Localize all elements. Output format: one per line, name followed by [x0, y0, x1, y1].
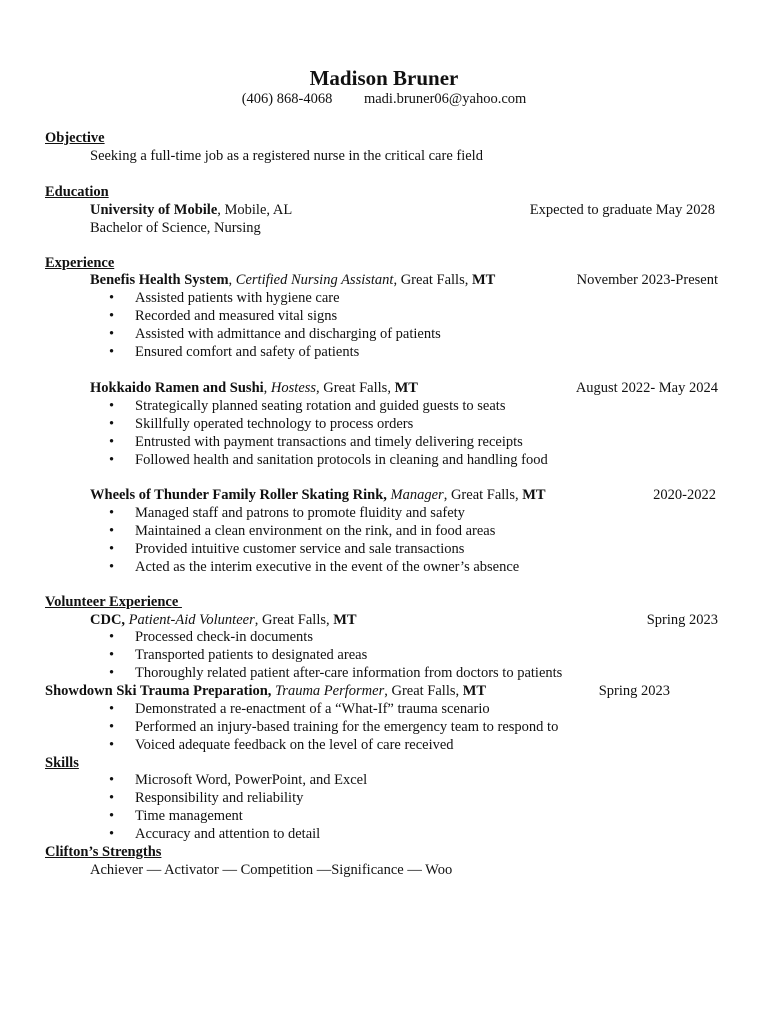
list-item — [112, 772, 712, 789]
job-role: Hostess — [270, 380, 317, 396]
job-title-line — [90, 272, 495, 289]
bullet-text: • Demonstrated a re-enactment of a “What-If” trauma scenario — [135, 701, 490, 717]
job-city: , Great Falls, — [316, 380, 395, 396]
job-city: , Great Falls, — [393, 272, 472, 288]
list-item — [112, 290, 712, 307]
objective-text: Seeking a full-time job as a registered nurse in the critical care field — [90, 148, 483, 164]
volunteer-title-line — [45, 683, 486, 700]
bullet-text: • Ensured comfort and safety of patients — [135, 344, 360, 360]
list-item — [112, 665, 712, 682]
strengths-text: Achiever — Activator — Competition —Significance — Woo — [90, 862, 453, 878]
list-item — [112, 719, 712, 736]
list-item — [112, 308, 712, 325]
list-item — [112, 398, 712, 415]
list-item — [112, 701, 712, 718]
applicant-name: Madison Bruner — [309, 66, 459, 90]
job-role: Certified Nursing Assistant — [235, 272, 394, 288]
bullet-text: • Voiced adequate feedback on the level of care received — [135, 737, 454, 753]
volunteer-title-line — [90, 612, 357, 629]
separator: , — [263, 380, 271, 396]
job-city: , Great Falls, — [443, 487, 523, 503]
job-date: November 2023-Present — [576, 272, 718, 288]
employer: Hokkaido Ramen and Sushi — [90, 380, 264, 396]
list-item — [112, 559, 712, 576]
contact-line — [0, 91, 768, 108]
bullet-text: • Assisted patients with hygiene care — [135, 290, 340, 306]
job-date: 2020-2022 — [653, 487, 716, 503]
volunteer-role: Trauma Performer — [275, 683, 385, 699]
list-item — [112, 416, 712, 433]
employer: Benefis Health System — [90, 272, 229, 288]
list-item — [112, 344, 712, 361]
separator: , — [228, 272, 236, 288]
list-item — [112, 826, 712, 843]
volunteer-city: , Great Falls, — [384, 683, 463, 699]
skills-heading: Skills — [45, 755, 79, 771]
volunteer-city: , Great Falls, — [254, 612, 334, 628]
list-item — [112, 505, 712, 522]
volunteer-state: MT — [333, 612, 357, 628]
bullet-text: • Thoroughly related patient after-care information from doctors to patients — [135, 665, 563, 681]
experience-heading: Experience — [45, 255, 115, 271]
volunteer-org: Showdown Ski Trauma Preparation, — [45, 683, 272, 699]
job-date: August 2022- May 2024 — [575, 380, 718, 396]
phone-number: (406) 868-4068 — [241, 91, 333, 107]
bullet-text: • Provided intuitive customer service and sale transactions — [135, 541, 465, 557]
strengths-heading: Clifton’s Strengths — [45, 844, 162, 860]
job-title-line — [90, 380, 418, 397]
bullet-text: • Acted as the interim executive in the event of the owner’s absence — [135, 559, 520, 575]
job-state: MT — [471, 272, 496, 288]
list-item — [112, 737, 712, 754]
education-school-line — [90, 202, 292, 219]
bullet-text: • Strategically planned seating rotation and guided guests to seats — [135, 398, 506, 414]
objective-heading: Objective — [45, 130, 105, 146]
list-item — [112, 647, 712, 664]
skill-text: • Responsibility and reliability — [135, 790, 304, 806]
job-title-line — [90, 487, 546, 504]
volunteer-state: MT — [462, 683, 487, 699]
bullet-text: • Transported patients to designated areas — [135, 647, 368, 663]
volunteer-heading: Volunteer Experience — [45, 594, 182, 610]
job-role: Manager — [390, 487, 444, 503]
list-item — [112, 808, 712, 825]
volunteer-date: Spring 2023 — [646, 612, 718, 628]
list-item — [112, 326, 712, 343]
skill-text: • Microsoft Word, PowerPoint, and Excel — [135, 772, 368, 788]
skill-text: • Accuracy and attention to detail — [135, 826, 321, 842]
list-item — [112, 434, 712, 451]
skill-text: • Time management — [135, 808, 243, 824]
list-item — [112, 523, 712, 540]
volunteer-date: Spring 2023 — [598, 683, 670, 699]
graduation-date: Expected to graduate May 2028 — [529, 202, 715, 218]
bullet-text: • Managed staff and patrons to promote fluidity and safety — [135, 505, 465, 521]
list-item — [112, 790, 712, 807]
volunteer-org: CDC, — [90, 612, 126, 628]
school-name: University of Mobile — [90, 202, 218, 218]
email-address: madi.bruner06@yahoo.com — [363, 91, 527, 107]
degree: Bachelor of Science, Nursing — [90, 220, 261, 236]
list-item — [112, 541, 712, 558]
list-item — [112, 629, 712, 646]
bullet-text: • Skillfully operated technology to process orders — [135, 416, 414, 432]
employer: Wheels of Thunder Family Roller Skating Rink, — [90, 487, 387, 503]
bullet-text: • Performed an injury-based training for the emergency team to respond to — [135, 719, 559, 735]
bullet-text: • Maintained a clean environment on the rink, and in food areas — [135, 523, 496, 539]
job-state: MT — [394, 380, 418, 396]
school-location: , Mobile, AL — [217, 202, 293, 218]
volunteer-role: Patient-Aid Volunteer — [128, 612, 255, 628]
education-heading: Education — [45, 184, 109, 200]
bullet-text: • Entrusted with payment transactions and timely delivering receipts — [135, 434, 523, 450]
bullet-text: • Assisted with admittance and discharging of patients — [135, 326, 441, 342]
bullet-text: • Followed health and sanitation protocols in cleaning and handling food — [135, 452, 548, 468]
list-item — [112, 452, 712, 469]
bullet-text: • Recorded and measured vital signs — [135, 308, 338, 324]
job-state: MT — [522, 487, 546, 503]
bullet-text: • Processed check-in documents — [135, 629, 313, 645]
